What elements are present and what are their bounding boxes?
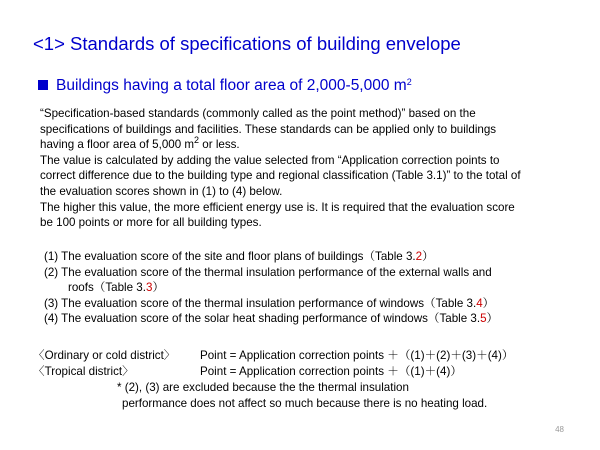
score-item-2-continued xyxy=(44,280,498,296)
intro-line: The value is calculated by adding the value selected from “Application correction points to xyxy=(40,153,500,167)
score-text: (4) The evaluation score of the solar heat shading performance of windows（Table 3. xyxy=(44,312,481,326)
score-text: (3) The evaluation score of the thermal insulation performance of windows（Table 3. xyxy=(44,296,477,310)
evaluation-score-list xyxy=(44,249,498,327)
intro-line: be 100 points or more for all building types. xyxy=(40,216,262,230)
table-number: 5 xyxy=(480,312,487,326)
score-text: roofs（Table 3. xyxy=(68,281,146,295)
intro-line: correct difference due to the building type and regional classification (Table 3.1)” to the total of xyxy=(40,169,521,183)
slide-subtitle xyxy=(38,77,412,95)
tropical-district-equation: Point = Application correction points ＋（(1)＋(4)） xyxy=(200,365,462,378)
intro-line-text: or less. xyxy=(199,138,240,152)
intro-line-text: having a floor area of 5,000 m xyxy=(40,138,195,152)
score-text: (2) The evaluation score of the thermal insulation performance of the external walls and xyxy=(44,265,492,279)
intro-paragraph-3 xyxy=(40,200,585,231)
table-number: 2 xyxy=(415,250,423,263)
score-item-4 xyxy=(44,311,498,327)
intro-line: specifications of buildings and facilities. These standards can be applied only to buildings xyxy=(40,122,497,136)
intro-line xyxy=(40,137,585,153)
tropical-district-formula xyxy=(33,364,487,380)
intro-line: the evaluation scores shown in (1) to (4) below. xyxy=(40,184,283,198)
score-close: ） xyxy=(486,312,499,326)
score-item-3 xyxy=(44,296,498,312)
score-item-2 xyxy=(44,265,498,281)
square-bullet-icon xyxy=(38,80,48,90)
score-close: ） xyxy=(482,296,495,310)
table-number: 4 xyxy=(476,296,483,310)
cold-district-formula xyxy=(33,348,514,364)
subtitle-superscript: 2 xyxy=(406,77,412,87)
formula-note: * (2), (3) are excluded because the the thermal insulation xyxy=(117,381,409,394)
intro-text xyxy=(40,106,585,231)
formula-note: performance does not affect so much because there is no heating load. xyxy=(122,397,488,410)
intro-paragraph-2 xyxy=(40,153,585,200)
subtitle-text: Buildings having a total floor area of 2,000-5,000 m xyxy=(56,77,407,94)
tropical-district-label: 〈Tropical district〉 xyxy=(33,365,134,378)
cold-district-equation: Point = Application correction points ＋（(1)＋(2)＋(3)＋(4)） xyxy=(200,349,514,362)
score-text: (1) The evaluation score of the site and floor plans of buildings（Table 3. xyxy=(44,250,416,263)
intro-paragraph-1 xyxy=(40,106,585,153)
score-close: ） xyxy=(152,281,165,295)
slide-title: <1> Standards of specifications of building envelope xyxy=(33,33,461,54)
table-number: 3 xyxy=(145,281,153,295)
page-number: 48 xyxy=(555,425,564,434)
area-superscript: 2 xyxy=(194,135,200,146)
intro-line: The higher this value, the more efficient energy use is. It is required that the evaluation score xyxy=(40,200,515,214)
point-formulas xyxy=(33,348,514,412)
cold-district-label: 〈Ordinary or cold district〉 xyxy=(33,349,176,362)
intro-line: “Specification-based standards (commonly called as the point method)” based on the xyxy=(40,107,476,120)
score-item-1 xyxy=(44,249,498,265)
score-close: ） xyxy=(422,250,434,263)
